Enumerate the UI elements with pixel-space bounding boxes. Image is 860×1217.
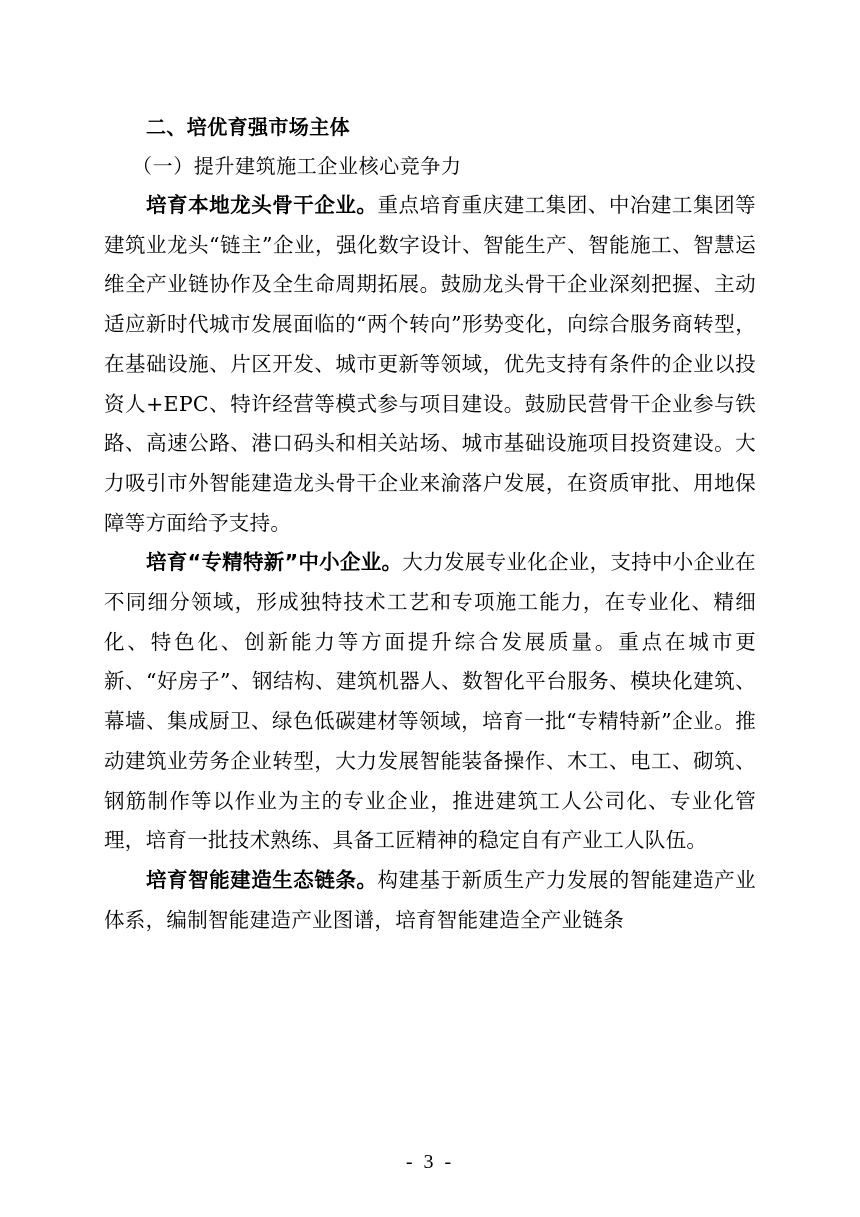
paragraph-lead: 培育“专精特新”中小企业。 xyxy=(146,550,403,575)
paragraph-text: 重点培育重庆建工集团、中冶建工集团等建筑业龙头“链主”企业，强化数字设计、智能生产、智能施工、智慧运维全产业链协作及全生命周期拓展。鼓励龙头骨干企业深刻把握、主动适应新时代城市发展面临的“两个转向”形势变化，向综合服务商转型，在基础设施、片区开发、城市更新等领域，优先支持有条件的企业以投资人+EPC、特许经营等模式参与项目建设。鼓励民营骨干企业参与铁路、高速公路、港口码头和相关站场、城市基础设施项目投资建设。大力吸引市外智能建造龙头骨干企业来渝落户发展，在资质审批、用地保障等方面给予支持。 xyxy=(104,193,756,535)
section-subheading: （一）提升建筑施工企业核心竞争力 xyxy=(132,154,462,178)
paragraph-intelligent-construction xyxy=(104,861,756,940)
section-heading: 二、培优育强市场主体 xyxy=(146,115,350,139)
page-number: - 3 - xyxy=(405,1151,455,1173)
paragraph-text: 大力发展专业化企业，支持中小企业在不同细分领域，形成独特技术工艺和专项施工能力，在专业化、精细化、特色化、创新能力等方面提升综合发展质量。重点在城市更新、“好房子”、钢结构、建筑机器人、数智化平台服务、模块化建筑、幕墙、集成厨卫、绿色低碳建材等领域，培育一批“专精特新”企业。推动建筑业劳务企业转型，大力发展智能装备操作、木工、电工、砌筑、钢筋制作等以作业为主的专业企业，推进建筑工人公司化、专业化管理，培育一批技术熟练、具备工匠精神的稳定自有产业工人队伍。 xyxy=(104,550,756,853)
paragraph-lead: 培育智能建造生态链条。 xyxy=(146,867,378,892)
paragraph-text: 构建基于新质生产力发展的智能建造产业体系，编制智能建造产业图谱，培育智能建造全产业链条 xyxy=(104,867,756,932)
paragraph-leading-enterprises xyxy=(104,186,756,543)
paragraph-lead: 培育本地龙头骨干企业。 xyxy=(146,193,378,217)
paragraph-specialized-smes xyxy=(104,543,756,861)
document-body xyxy=(104,108,756,940)
